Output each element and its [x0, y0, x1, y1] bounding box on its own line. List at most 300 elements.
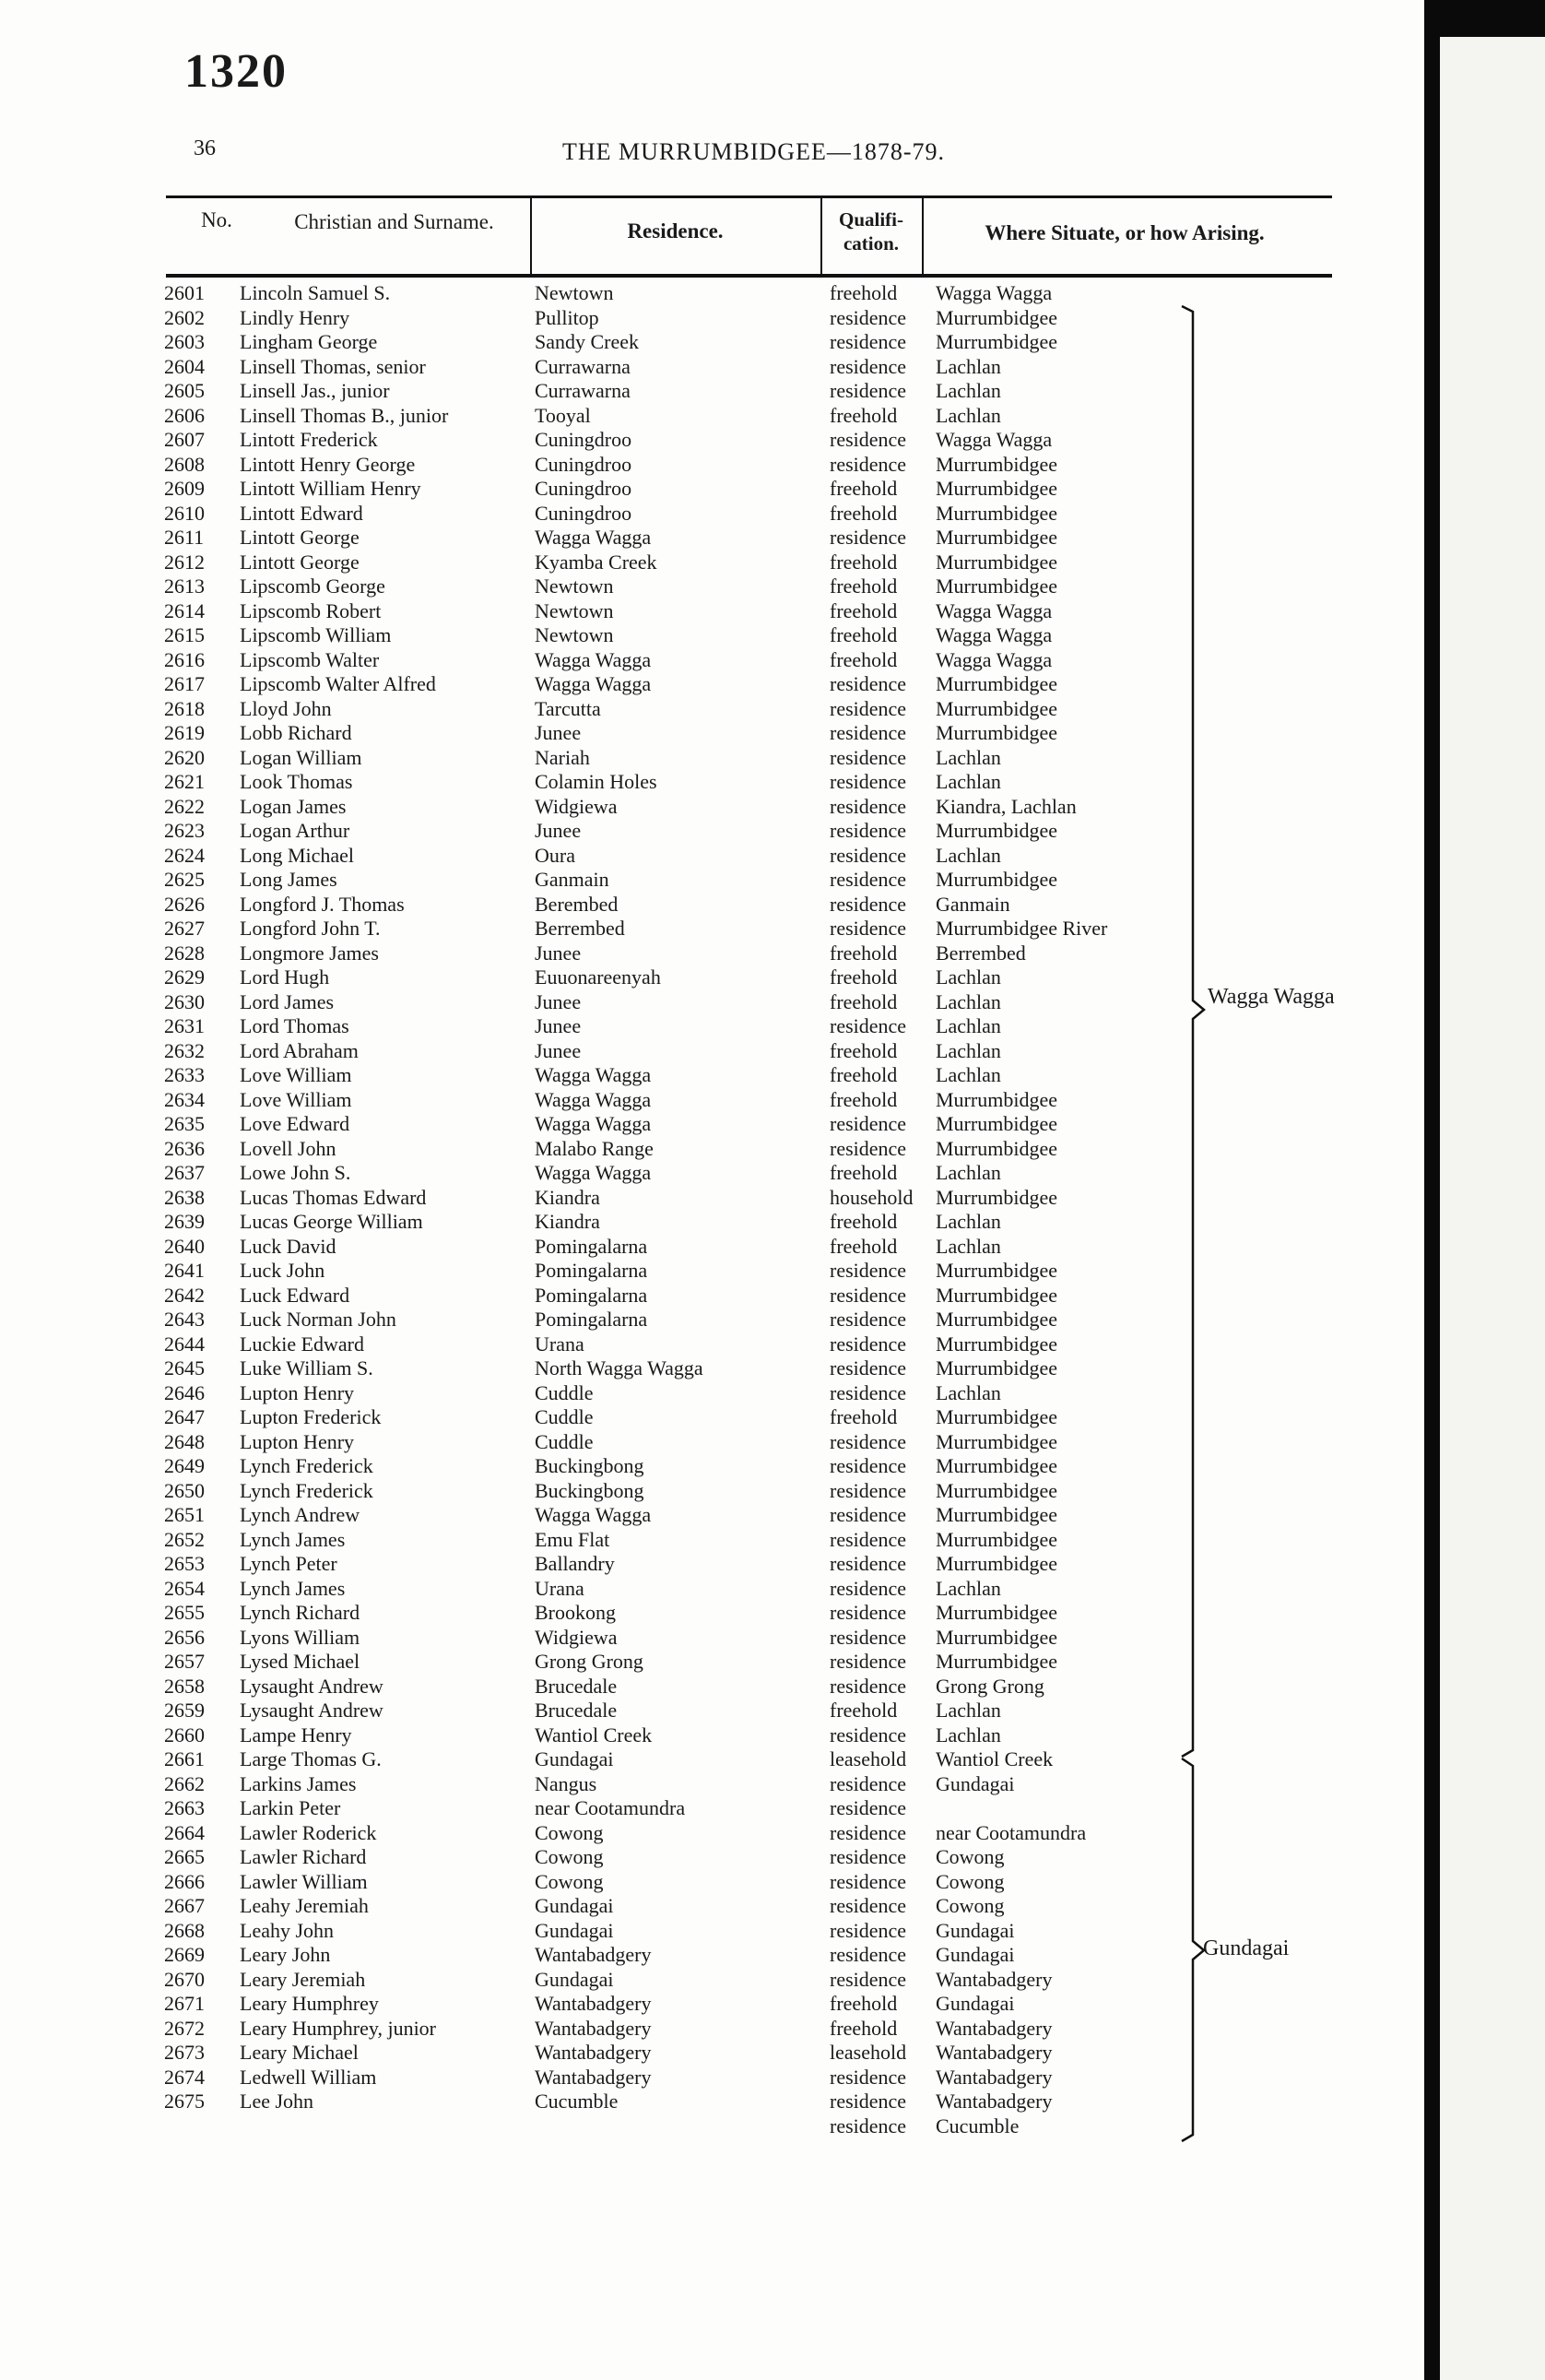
table-cell-no: 2608	[164, 452, 205, 476]
table-cell-where: Murrumbidgee	[936, 1356, 1057, 1379]
table-cell-where: Lachlan	[936, 1380, 1001, 1404]
table-cell-qualification: residence	[830, 1820, 907, 1844]
table-cell-residence: Cowong	[535, 1869, 604, 1893]
table-cell-no: 2632	[164, 1038, 205, 1062]
table-cell-no: 2636	[164, 1136, 205, 1160]
table-cell-name: Love William	[240, 1063, 352, 1086]
table-cell-residence: Brucedale	[535, 1699, 618, 1722]
table-cell-name: Lintott William Henry	[240, 477, 421, 500]
table-cell-no: 2668	[164, 1918, 205, 1942]
table-cell-residence: Gundagai	[535, 1967, 614, 1991]
table-cell-no: 2609	[164, 477, 205, 500]
table-cell-no: 2651	[164, 1503, 205, 1526]
table-cell-residence: Wagga Wagga	[535, 647, 652, 671]
table-cell-residence: Wantabadgery	[535, 2041, 652, 2064]
table-cell-name: Larkins James	[240, 1771, 357, 1795]
table-cell-residence: Brookong	[535, 1601, 616, 1624]
table-cell-where: Murrumbidgee	[936, 721, 1057, 744]
table-cell-name: Luke William S.	[240, 1356, 373, 1379]
table-cell-name: Lipscomb Walter Alfred	[240, 672, 436, 695]
table-cell-name: Linsell Thomas B., junior	[240, 403, 449, 427]
table-cell-residence: Gundagai	[535, 1918, 614, 1942]
table-cell-residence: Tooyal	[535, 403, 591, 427]
table-cell-where: near Cootamundra	[936, 1820, 1087, 1844]
table-cell-name: Lynch Peter	[240, 1552, 337, 1575]
table-cell-qualification: freehold	[830, 2016, 898, 2040]
table-cell-residence	[535, 2114, 825, 2139]
table-cell-no: 2624	[164, 843, 205, 867]
table-cell-where: Lachlan	[936, 354, 1001, 378]
table-cell-name: Lysaught Andrew	[240, 1674, 383, 1698]
column-qualification	[830, 281, 931, 2138]
table-cell-no: 2612	[164, 550, 205, 574]
table-cell-qualification: residence	[830, 330, 907, 353]
table-cell-qualification: residence	[830, 1429, 907, 1453]
table-cell-qualification: residence	[830, 1454, 907, 1477]
table-cell-where: Lachlan	[936, 770, 1001, 793]
table-cell-residence: Junee	[535, 819, 582, 842]
table-cell-residence: Widgiewa	[535, 794, 618, 818]
table-cell-where: Murrumbidgee	[936, 305, 1057, 329]
table-cell-name: Logan William	[240, 745, 362, 769]
table-cell-name: Lowe John S.	[240, 1161, 351, 1184]
table-cell-where: Murrumbidgee	[936, 1136, 1057, 1160]
table-cell-where: Lachlan	[936, 1038, 1001, 1062]
table-cell-qualification: residence	[830, 1552, 907, 1575]
column-residence	[535, 281, 825, 2138]
table-cell-name: Linsell Jas., junior	[240, 379, 390, 402]
table-cell-qualification: residence	[830, 1601, 907, 1624]
table-cell-residence: Newtown	[535, 574, 614, 598]
table-cell-qualification: leasehold	[830, 2041, 907, 2064]
table-cell-name: Longford J. Thomas	[240, 892, 405, 916]
table-cell-qualification: freehold	[830, 477, 898, 500]
header-bottom-rule	[166, 274, 1332, 278]
table-cell-where	[936, 1796, 1189, 1821]
table-cell-qualification: residence	[830, 696, 907, 720]
table-cell-name: Lintott Henry George	[240, 452, 416, 476]
table-cell-residence: Euuonareenyah	[535, 965, 661, 989]
table-cell-qualification: residence	[830, 1112, 907, 1135]
table-cell-where: Lachlan	[936, 843, 1001, 867]
table-cell-name: Large Thomas G.	[240, 1747, 382, 1770]
table-cell-name: Love Edward	[240, 1112, 350, 1135]
table-cell-residence: Wantiol Creek	[535, 1723, 653, 1747]
table-cell-no: 2629	[164, 965, 205, 989]
table-cell-name: Lysed Michael	[240, 1650, 360, 1673]
table-cell-name: Lynch James	[240, 1576, 346, 1600]
table-cell-residence: Colamin Holes	[535, 770, 657, 793]
table-cell-residence: Pomingalarna	[535, 1259, 648, 1282]
table-cell-residence: Wantabadgery	[535, 2065, 652, 2089]
table-cell-no: 2606	[164, 403, 205, 427]
table-cell-name: Linsell Thomas, senior	[240, 354, 426, 378]
table-cell-qualification: residence	[830, 1894, 907, 1917]
table-cell-qualification: freehold	[830, 1210, 898, 1233]
table-cell-where: Wantabadgery	[936, 2041, 1053, 2064]
table-cell-residence: Wagga Wagga	[535, 526, 652, 549]
column-where	[936, 281, 1189, 2138]
table-cell-residence: near Cootamundra	[535, 1796, 686, 1819]
table-cell-qualification: residence	[830, 1625, 907, 1649]
table-cell-residence: Buckingbong	[535, 1478, 644, 1502]
table-cell-where: Wantabadgery	[936, 1967, 1053, 1991]
table-cell-no: 2637	[164, 1161, 205, 1184]
table-cell-qualification: household	[830, 1185, 914, 1209]
header-divider-2	[820, 195, 822, 277]
table-cell-no: 2605	[164, 379, 205, 402]
table-cell-no: 2672	[164, 2016, 205, 2040]
group-label-gundagai: Gundagai	[1203, 1936, 1290, 1960]
table-cell-where: Wantabadgery	[936, 2016, 1053, 2040]
table-cell-residence: Malabo Range	[535, 1136, 654, 1160]
table-cell-where: Murrumbidgee River	[936, 917, 1108, 940]
table-cell-where: Wagga Wagga	[936, 647, 1053, 671]
table-cell-residence: Kyamba Creek	[535, 550, 657, 574]
table-cell-residence: Junee	[535, 1038, 582, 1062]
table-cell-residence: Cowong	[535, 1820, 604, 1844]
table-cell-residence: Cuddle	[535, 1380, 594, 1404]
table-cell-qualification: residence	[830, 917, 907, 940]
table-cell-where: Murrumbidgee	[936, 501, 1057, 525]
table-cell-residence: Currawarna	[535, 354, 631, 378]
table-cell-where: Kiandra, Lachlan	[936, 794, 1077, 818]
table-cell-qualification: freehold	[830, 501, 898, 525]
table-cell-qualification: residence	[830, 1380, 907, 1404]
table-cell-no: 2648	[164, 1429, 205, 1453]
table-cell-where: Murrumbidgee	[936, 1527, 1057, 1551]
table-cell-where: Gundagai	[936, 1918, 1015, 1942]
table-cell-where: Wagga Wagga	[936, 428, 1053, 451]
table-cell-name: Luckie Edward	[240, 1332, 364, 1356]
table-cell-no: 2631	[164, 1014, 205, 1037]
table-cell-name: Longmore James	[240, 941, 379, 965]
table-cell-no: 2641	[164, 1259, 205, 1282]
table-cell-name: Lincoln Samuel S.	[240, 281, 391, 304]
table-cell-qualification: residence	[830, 1503, 907, 1526]
table-cell-residence: North Wagga Wagga	[535, 1356, 703, 1379]
table-cell-name: Lord Hugh	[240, 965, 330, 989]
table-cell-where: Murrumbidgee	[936, 330, 1057, 353]
table-cell-name: Lord Thomas	[240, 1014, 349, 1037]
table-cell-where: Wagga Wagga	[936, 598, 1053, 622]
table-cell-no: 2655	[164, 1601, 205, 1624]
table-cell-where: Murrumbidgee	[936, 1332, 1057, 1356]
table-cell-name: Lynch Frederick	[240, 1454, 373, 1477]
table-cell-qualification: freehold	[830, 574, 898, 598]
table-cell-where: Murrumbidgee	[936, 696, 1057, 720]
table-cell-qualification: residence	[830, 354, 907, 378]
table-cell-where: Murrumbidgee	[936, 526, 1057, 549]
table-cell-no: 2601	[164, 281, 205, 304]
table-cell-no: 2645	[164, 1356, 205, 1379]
table-cell-where: Lachlan	[936, 965, 1001, 989]
table-cell-qualification: residence	[830, 672, 907, 695]
table-cell-name: Lobb Richard	[240, 721, 352, 744]
table-cell-name: Lipscomb Robert	[240, 598, 382, 622]
table-cell-where: Murrumbidgee	[936, 477, 1057, 500]
table-cell-where: Murrumbidgee	[936, 819, 1057, 842]
table-cell-no: 2634	[164, 1087, 205, 1111]
table-cell-name: Logan Arthur	[240, 819, 350, 842]
table-cell-no: 2639	[164, 1210, 205, 1233]
table-cell-name: Lloyd John	[240, 696, 332, 720]
table-cell-no: 2635	[164, 1112, 205, 1135]
table-cell-residence: Berembed	[535, 892, 619, 916]
table-cell-qualification: residence	[830, 1943, 907, 1966]
table-cell-residence: Wagga Wagga	[535, 1161, 652, 1184]
table-cell-name: Lovell John	[240, 1136, 336, 1160]
table-cell-residence: Newtown	[535, 598, 614, 622]
table-cell-qualification: residence	[830, 1478, 907, 1502]
table-cell-where: Ganmain	[936, 892, 1010, 916]
table-cell-qualification: freehold	[830, 1087, 898, 1111]
table-cell-no: 2633	[164, 1063, 205, 1086]
table-cell-qualification: residence	[830, 1918, 907, 1942]
table-cell-residence: Pomingalarna	[535, 1308, 648, 1331]
table-cell-qualification: residence	[830, 819, 907, 842]
table-cell-qualification: residence	[830, 892, 907, 916]
table-cell-no: 2613	[164, 574, 205, 598]
table-cell-qualification: freehold	[830, 1038, 898, 1062]
table-cell-where: Lachlan	[936, 1234, 1001, 1258]
table-cell-qualification: residence	[830, 2065, 907, 2089]
table-cell-qualification: residence	[830, 1967, 907, 1991]
table-cell-name: Lucas George William	[240, 1210, 423, 1233]
table-cell-where: Lachlan	[936, 1161, 1001, 1184]
table-cell-no: 2607	[164, 428, 205, 451]
table-cell-no: 2640	[164, 1234, 205, 1258]
table-cell-residence: Wagga Wagga	[535, 1503, 652, 1526]
table-cell-where: Murrumbidgee	[936, 1185, 1057, 1209]
header-divider-3	[922, 195, 924, 277]
table-cell-where: Murrumbidgee	[936, 672, 1057, 695]
table-cell-residence: Kiandra	[535, 1185, 600, 1209]
table-cell-qualification: freehold	[830, 403, 898, 427]
column-number	[164, 281, 233, 2138]
table-cell-no: 2644	[164, 1332, 205, 1356]
table-cell-where: Gundagai	[936, 1771, 1015, 1795]
table-cell-where: Wagga Wagga	[936, 281, 1053, 304]
table-cell-name: Ledwell William	[240, 2065, 377, 2089]
table-cell-qualification: residence	[830, 794, 907, 818]
table-cell-residence: Pullitop	[535, 305, 599, 329]
table-cell-qualification: freehold	[830, 281, 898, 304]
table-cell-where: Lachlan	[936, 745, 1001, 769]
table-cell-no: 2657	[164, 1650, 205, 1673]
table-cell-qualification: freehold	[830, 965, 898, 989]
table-cell-no: 2625	[164, 868, 205, 891]
table-cell-where: Gundagai	[936, 1992, 1015, 2015]
table-cell-qualification: residence	[830, 452, 907, 476]
table-cell-no: 2604	[164, 354, 205, 378]
table-cell-name: Luck Norman John	[240, 1308, 396, 1331]
table-cell-where: Lachlan	[936, 1576, 1001, 1600]
table-cell-name: Luck John	[240, 1259, 325, 1282]
table-cell-name: Lintott Edward	[240, 501, 363, 525]
table-cell-qualification: residence	[830, 1259, 907, 1282]
table-cell-residence: Grong Grong	[535, 1650, 643, 1673]
header-divider-1	[530, 195, 532, 277]
table-cell-residence: Urana	[535, 1332, 584, 1356]
table-cell-no: 2647	[164, 1405, 205, 1428]
table-cell-residence: Wagga Wagga	[535, 1087, 652, 1111]
table-cell-qualification: freehold	[830, 1405, 898, 1428]
header-qualification-line2: cation.	[843, 232, 900, 255]
table-cell-name: Lampe Henry	[240, 1723, 352, 1747]
table-cell-qualification: residence	[830, 526, 907, 549]
table-cell-qualification: residence	[830, 1136, 907, 1160]
table-cell-qualification: freehold	[830, 989, 898, 1013]
table-cell-qualification: residence	[830, 745, 907, 769]
table-cell-residence: Brucedale	[535, 1674, 618, 1698]
table-cell-where: Berrembed	[936, 941, 1026, 965]
table-cell-residence: Widgiewa	[535, 1625, 618, 1649]
table-cell-no: 2674	[164, 2065, 205, 2089]
table-cell-qualification: freehold	[830, 1063, 898, 1086]
table-cell-no: 2663	[164, 1796, 205, 1819]
table-cell-name: Lupton Henry	[240, 1429, 355, 1453]
table-cell-name	[240, 2114, 535, 2139]
table-cell-residence: Wantabadgery	[535, 1943, 652, 1966]
table-cell-no: 2627	[164, 917, 205, 940]
table-cell-residence: Cuddle	[535, 1429, 594, 1453]
table-cell-no: 2616	[164, 647, 205, 671]
table-cell-where: Wantabadgery	[936, 2090, 1053, 2113]
table-cell-residence: Newtown	[535, 623, 614, 646]
table-cell-name: Lupton Henry	[240, 1380, 355, 1404]
header-top-rule	[166, 195, 1332, 198]
table-cell-name: Lipscomb Walter	[240, 647, 380, 671]
table-cell-qualification: residence	[830, 2090, 907, 2113]
table-cell-name: Lysaught Andrew	[240, 1699, 383, 1722]
table-cell-qualification: residence	[830, 1674, 907, 1698]
table-cell-qualification: residence	[830, 1650, 907, 1673]
table-cell-residence: Cuddle	[535, 1405, 594, 1428]
table-cell-no: 2664	[164, 1820, 205, 1844]
table-cell-qualification: residence	[830, 868, 907, 891]
table-cell-qualification: residence	[830, 1014, 907, 1037]
table-cell-no: 2621	[164, 770, 205, 793]
table-cell-qualification: freehold	[830, 1699, 898, 1722]
table-cell-where: Cucumble	[936, 2114, 1020, 2137]
table-cell-name: Leary Humphrey, junior	[240, 2016, 437, 2040]
table-cell-where: Murrumbidgee	[936, 1308, 1057, 1331]
table-cell-name: Luck David	[240, 1234, 336, 1258]
table-cell-name: Leary Humphrey	[240, 1992, 379, 2015]
table-cell-qualification: freehold	[830, 598, 898, 622]
table-cell-no: 2638	[164, 1185, 205, 1209]
table-cell-no: 2670	[164, 1967, 205, 1991]
table-cell-name: Love William	[240, 1087, 352, 1111]
table-cell-name: Lintott George	[240, 526, 360, 549]
table-cell-no: 2669	[164, 1943, 205, 1966]
table-cell-no: 2611	[164, 526, 205, 549]
table-cell-qualification: residence	[830, 1576, 907, 1600]
table-cell-residence: Cowong	[535, 1845, 604, 1868]
table-cell-no: 2626	[164, 892, 205, 916]
page-number: 1320	[184, 45, 288, 98]
table-cell-name: Look Thomas	[240, 770, 353, 793]
table-cell-name: Long James	[240, 868, 337, 891]
table-cell-where: Lachlan	[936, 1699, 1001, 1722]
table-cell-qualification: residence	[830, 1356, 907, 1379]
table-cell-residence: Sandy Creek	[535, 330, 640, 353]
table-cell-qualification: residence	[830, 305, 907, 329]
table-cell-where: Murrumbidgee	[936, 1552, 1057, 1575]
table-cell-where: Gundagai	[936, 1943, 1015, 1966]
table-cell-residence: Junee	[535, 941, 582, 965]
table-cell-no: 2665	[164, 1845, 205, 1868]
table-cell-residence: Gundagai	[535, 1894, 614, 1917]
table-cell-qualification: freehold	[830, 647, 898, 671]
table-cell-residence: Emu Flat	[535, 1527, 610, 1551]
table-cell-where: Murrumbidgee	[936, 1650, 1057, 1673]
table-cell-no: 2610	[164, 501, 205, 525]
table-cell-where: Murrumbidgee	[936, 1283, 1057, 1307]
table-cell-where: Wantabadgery	[936, 2065, 1053, 2089]
table-cell-name: Lindly Henry	[240, 305, 350, 329]
table-cell-qualification: residence	[830, 1796, 907, 1819]
table-cell-residence: Junee	[535, 989, 582, 1013]
table-cell-where: Grong Grong	[936, 1674, 1044, 1698]
table-cell-no: 2650	[164, 1478, 205, 1502]
table-cell-no: 2619	[164, 721, 205, 744]
table-cell-no: 2654	[164, 1576, 205, 1600]
table-cell-residence: Berrembed	[535, 917, 625, 940]
table-cell-no: 2623	[164, 819, 205, 842]
table-cell-residence: Junee	[535, 1014, 582, 1037]
table-cell-no: 2671	[164, 1992, 205, 2015]
table-cell-qualification: residence	[830, 1845, 907, 1868]
table-cell-no: 2643	[164, 1308, 205, 1331]
table-cell-residence: Pomingalarna	[535, 1234, 648, 1258]
group-label-wagga-wagga: Wagga Wagga	[1208, 985, 1335, 1009]
table-cell-no: 2615	[164, 623, 205, 646]
table-cell-no: 2652	[164, 1527, 205, 1551]
table-cell-name: Lintott Frederick	[240, 428, 378, 451]
table-cell-name: Lingham George	[240, 330, 378, 353]
table-cell-no	[164, 2114, 233, 2139]
folio-number: 36	[194, 136, 216, 160]
table-cell-no: 2675	[164, 2090, 205, 2113]
table-cell-qualification: residence	[830, 379, 907, 402]
table-cell-where: Lachlan	[936, 379, 1001, 402]
table-cell-name: Long Michael	[240, 843, 355, 867]
table-cell-where: Cowong	[936, 1845, 1005, 1868]
table-cell-residence: Wantabadgery	[535, 1992, 652, 2015]
header-where: Where Situate, or how Arising.	[985, 221, 1265, 244]
table-cell-qualification: freehold	[830, 623, 898, 646]
table-cell-qualification: freehold	[830, 1992, 898, 2015]
table-cell-residence: Newtown	[535, 281, 614, 304]
table-cell-no: 2666	[164, 1869, 205, 1893]
header-name: Christian and Surname.	[294, 210, 494, 233]
table-cell-no: 2620	[164, 745, 205, 769]
table-cell-name: Lord James	[240, 989, 335, 1013]
table-cell-no: 2667	[164, 1894, 205, 1917]
table-cell-where: Murrumbidgee	[936, 1601, 1057, 1624]
table-cell-residence: Gundagai	[535, 1747, 614, 1770]
table-cell-where: Wantiol Creek	[936, 1747, 1054, 1770]
table-cell-qualification: residence	[830, 770, 907, 793]
table-cell-where: Murrumbidgee	[936, 1429, 1057, 1453]
table-cell-no: 2617	[164, 672, 205, 695]
table-cell-name: Lee John	[240, 2090, 314, 2113]
table-cell-no: 2659	[164, 1699, 205, 1722]
table-cell-qualification: residence	[830, 2114, 907, 2137]
table-cell-name: Lintott George	[240, 550, 360, 574]
